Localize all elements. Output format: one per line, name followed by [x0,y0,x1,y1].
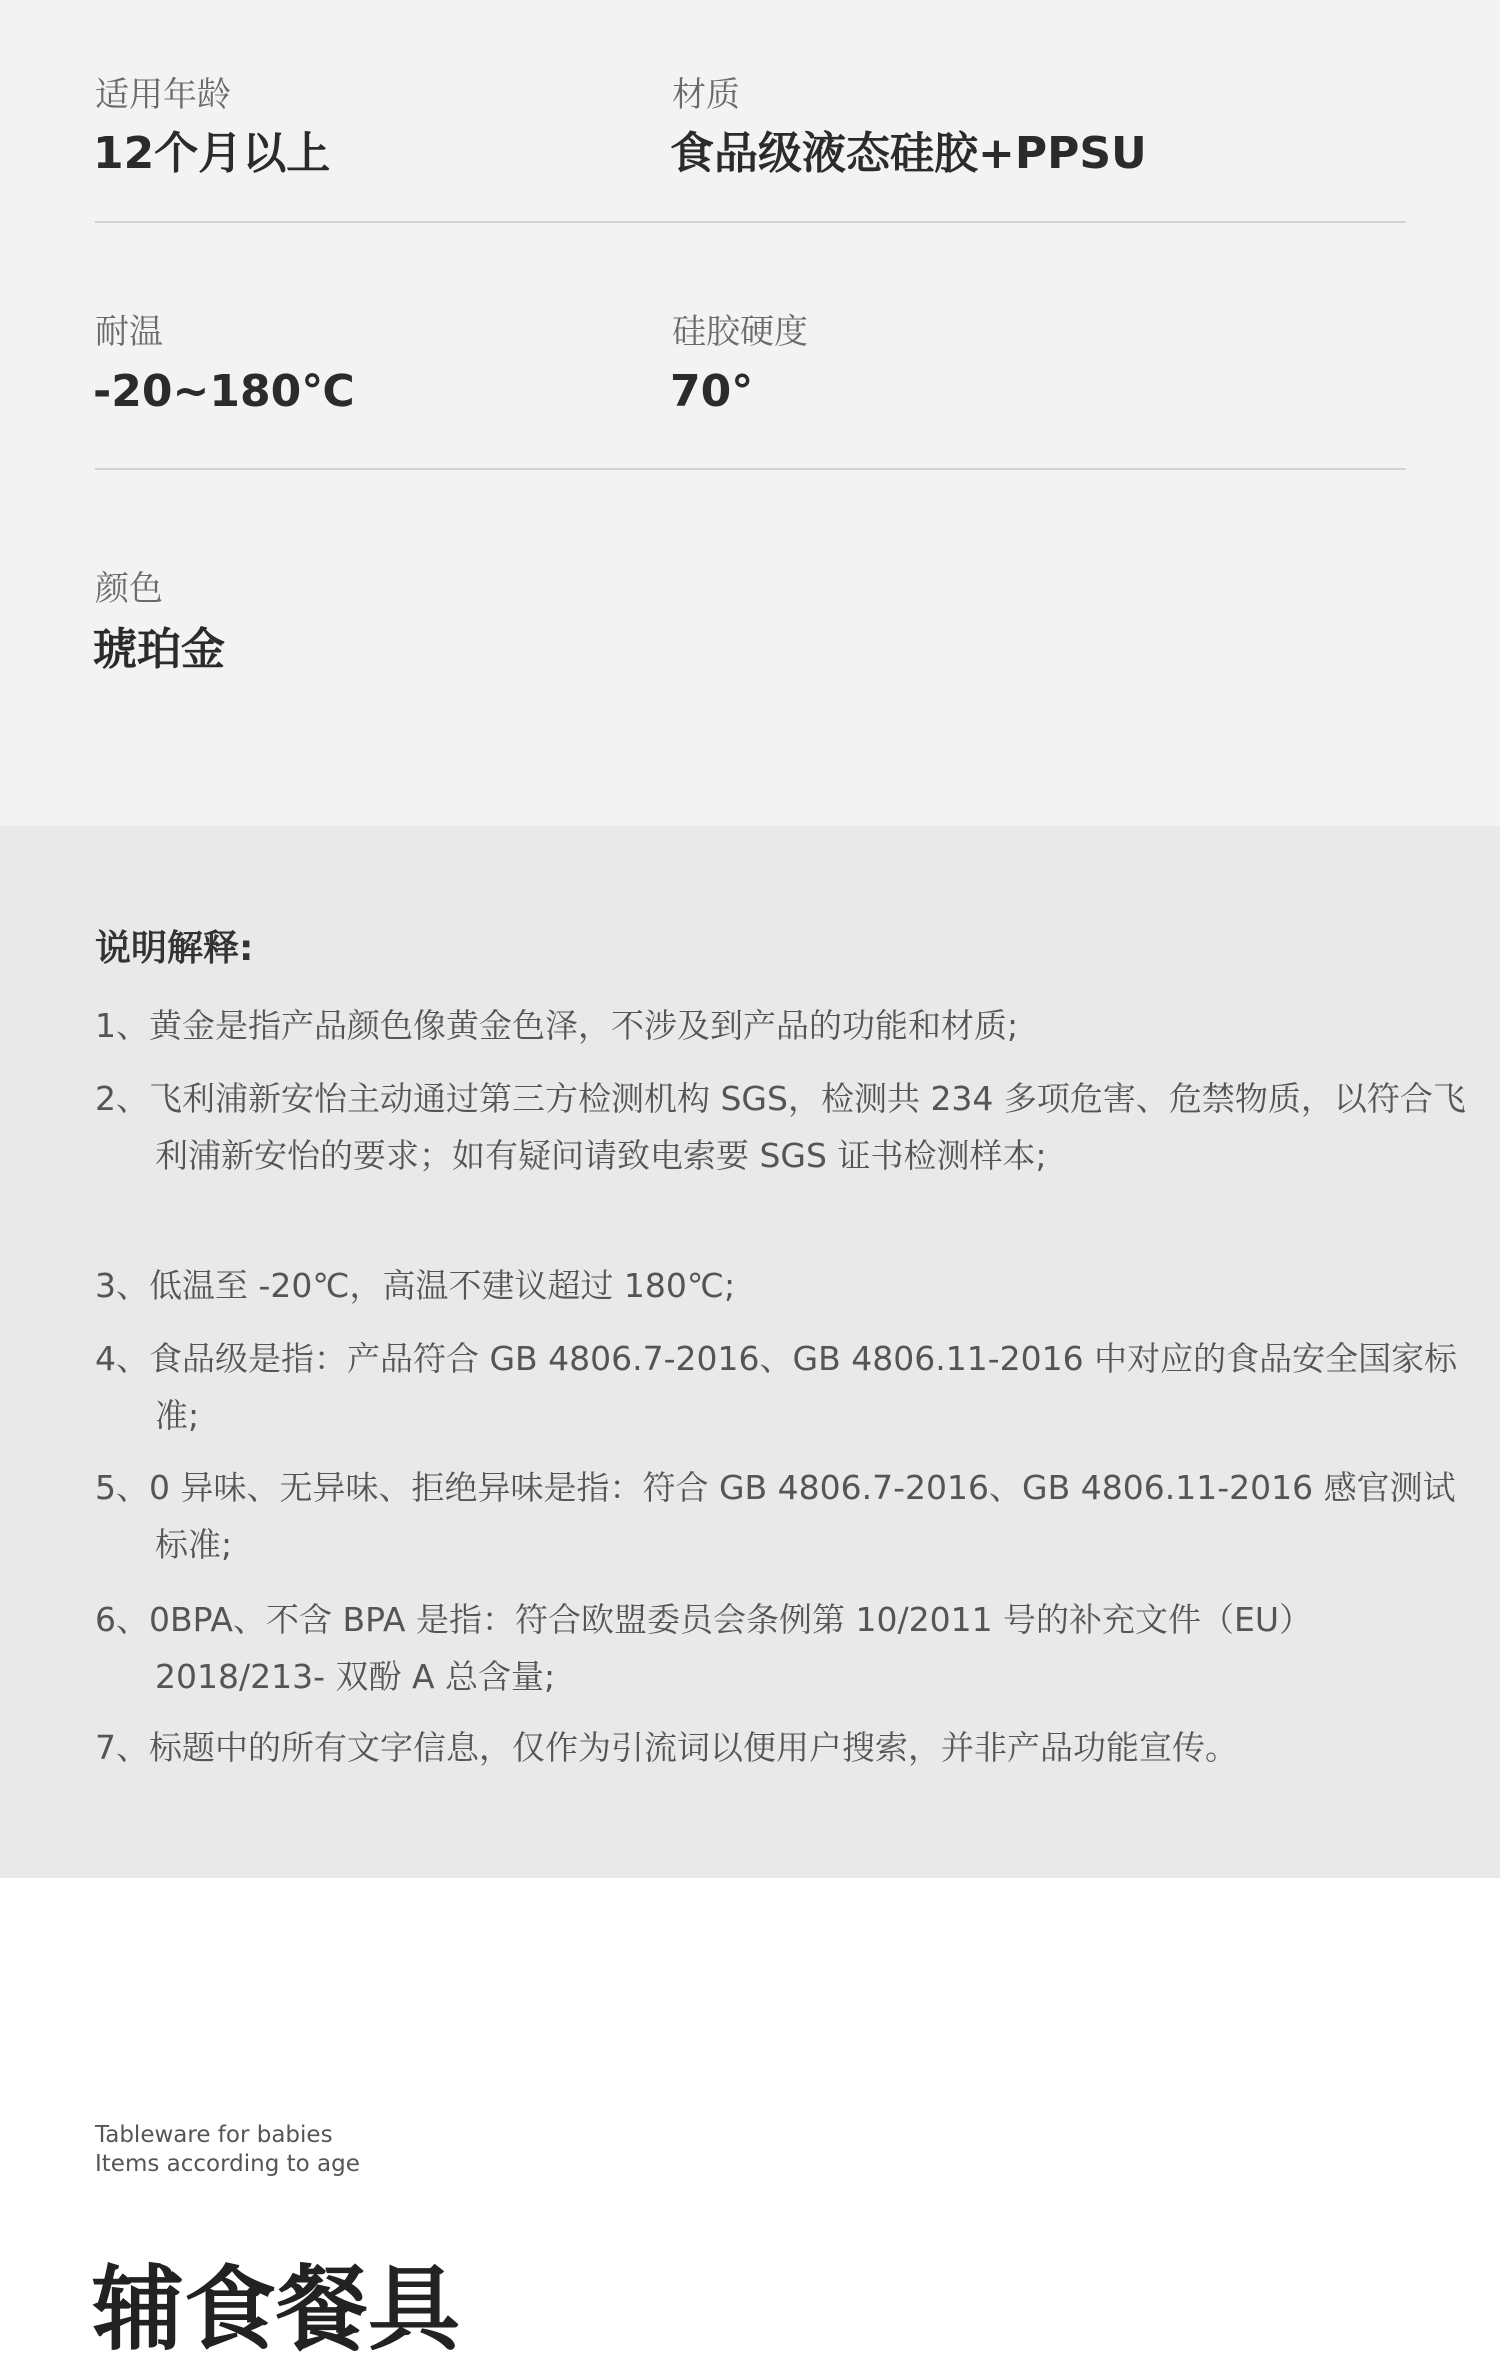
category-header [0,1878,1500,2363]
note-item: 6、0BPA、不含 BPA 是指：符合欧盟委员会条例第 10/2011 号的补充文件（EU）2018/213- 双酚 A 总含量; [95,1600,1313,1696]
spec-panel [0,0,1500,826]
note-item: 1、黄金是指产品颜色像黄金色泽，不涉及到产品的功能和材质; [95,1006,1019,1045]
material-value: 食品级液态硅胶+PPSU [670,128,1147,179]
temp-label: 耐温 [95,312,163,352]
material-label: 材质 [672,75,740,115]
spec-divider [95,221,1406,223]
color-label: 颜色 [95,569,163,609]
note-item: 7、标题中的所有文字信息，仅作为引流词以便用户搜索，并非产品功能宣传。 [95,1728,1238,1767]
temp-value: -20~180℃ [93,366,355,417]
note-item: 5、0 异味、无异味、拒绝异味是指：符合 GB 4806.7-2016、GB 4806.11-2016 感官测试标准; [95,1468,1456,1564]
note-item: 3、低温至 -20℃，高温不建议超过 180℃; [95,1266,736,1305]
notes-title: 说明解释: [95,928,254,969]
notes-panel [0,826,1500,1878]
hardness-label: 硅胶硬度 [672,312,808,352]
age-value: 12个月以上 [93,128,331,179]
note-item: 4、食品级是指：产品符合 GB 4806.7-2016、GB 4806.11-2016 中对应的食品安全国家标准; [95,1339,1458,1435]
color-value: 琥珀金 [93,624,225,675]
spec-divider [95,468,1406,470]
age-label: 适用年龄 [95,75,231,115]
english-subtitle: Tableware for babies [95,2122,333,2148]
note-item: 2、飞利浦新安怡主动通过第三方检测机构 SGS，检测共 234 多项危害、危禁物质，以符合飞利浦新安怡的要求；如有疑问请致电索要 SGS 证书检测样本; [95,1079,1466,1175]
category-title: 辅食餐具 [92,2256,461,2363]
hardness-value: 70° [670,366,754,417]
english-subtitle: Items according to age [95,2151,360,2177]
